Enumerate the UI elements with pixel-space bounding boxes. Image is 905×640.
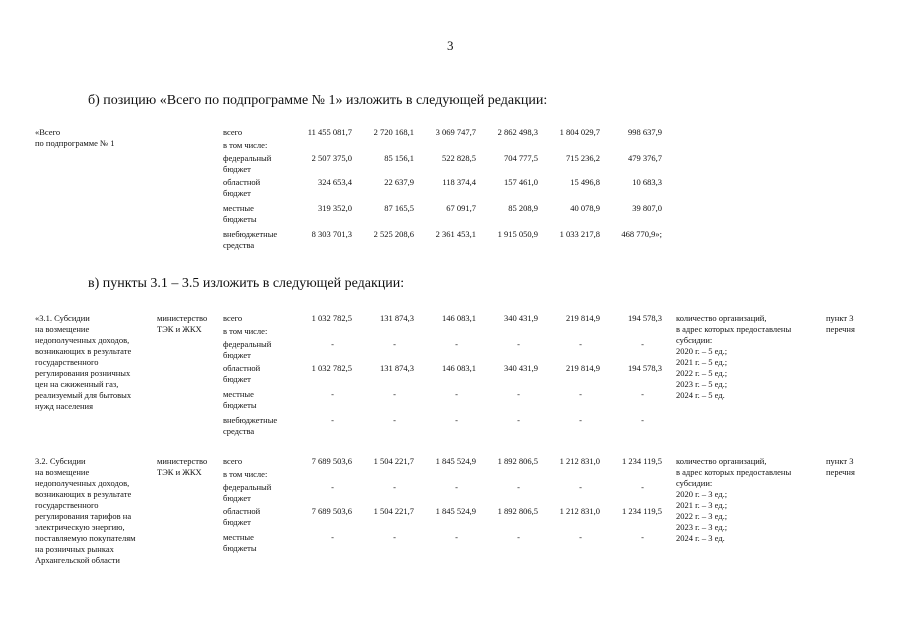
item-value: - xyxy=(455,389,458,399)
item-value: - xyxy=(641,482,644,492)
item-indicator: количество организаций, в адрес которых предоставлены субсидии: 2020 г. – 3 ед.; 2021 г. – 3 ед.; 2022 г. – 3 ед.; 2023 г. – 3 ед.; 2024 г. – 3 ед. xyxy=(676,456,792,543)
item-executor: министерство ТЭК и ЖКХ xyxy=(157,456,208,477)
total-name: «Всего по подпрограмме № 1 xyxy=(35,127,115,148)
item-row-label: местные бюджеты xyxy=(223,532,257,553)
item-value: 1 234 119,5 xyxy=(621,506,662,516)
total-value: 118 374,4 xyxy=(442,177,476,187)
total-value: 479 376,7 xyxy=(628,153,662,163)
total-value: 2 720 168,1 xyxy=(373,127,414,137)
item-indicator: количество организаций, в адрес которых предоставлены субсидии: 2020 г. – 5 ед.; 2021 г. – 5 ед.; 2022 г. – 5 ед.; 2023 г. – 5 ед.; 2024 г. – 5 ед. xyxy=(676,313,792,400)
total-value: 67 091,7 xyxy=(446,203,476,213)
total-value: 87 165,5 xyxy=(384,203,414,213)
total-value: 324 653,4 xyxy=(318,177,352,187)
item-value: - xyxy=(641,532,644,542)
item-value: - xyxy=(331,532,334,542)
item-value: - xyxy=(393,482,396,492)
total-row-label: внебюджетные средства xyxy=(223,229,278,250)
item-value: 131 874,3 xyxy=(380,313,414,323)
item-value: 1 504 221,7 xyxy=(373,456,414,466)
item-value: - xyxy=(393,389,396,399)
total-value: 22 637,9 xyxy=(384,177,414,187)
item-name: «3.1. Субсидии на возмещение недополученных доходов, возникающих в результате государственного регулирования розничных цен на сжиженный газ, реализуемый для бытовых нужд населения xyxy=(35,313,132,411)
item-value: 146 083,1 xyxy=(442,363,476,373)
item-value: - xyxy=(393,532,396,542)
total-value: 40 078,9 xyxy=(570,203,600,213)
item-value: - xyxy=(579,389,582,399)
item-row-label: в том числе: xyxy=(223,469,268,479)
item-value: - xyxy=(517,532,520,542)
item-row-label: федеральный бюджет xyxy=(223,339,272,360)
item-reference: пункт 3 перечня xyxy=(826,313,855,334)
total-row-label: федеральный бюджет xyxy=(223,153,272,174)
item-value: 219 814,9 xyxy=(566,313,600,323)
total-value: 157 461,0 xyxy=(504,177,538,187)
total-value: 715 236,2 xyxy=(566,153,600,163)
total-value: 1 804 029,7 xyxy=(559,127,600,137)
total-value: 1 915 050,9 xyxy=(497,229,538,239)
item-value: - xyxy=(579,339,582,349)
item-value: 7 689 503,6 xyxy=(311,456,352,466)
item-row-label: в том числе: xyxy=(223,326,268,336)
item-value: - xyxy=(579,415,582,425)
total-value: 704 777,5 xyxy=(504,153,538,163)
item-reference: пункт 3 перечня xyxy=(826,456,855,477)
item-row-label: местные бюджеты xyxy=(223,389,257,410)
total-value: 2 507 375,0 xyxy=(311,153,352,163)
item-value: 194 578,3 xyxy=(628,363,662,373)
item-value: - xyxy=(393,415,396,425)
item-value: - xyxy=(331,415,334,425)
item-value: 1 504 221,7 xyxy=(373,506,414,516)
total-value: 2 361 453,1 xyxy=(435,229,476,239)
total-value: 10 683,3 xyxy=(632,177,662,187)
item-row-label: всего xyxy=(223,313,243,323)
total-value: 3 069 747,7 xyxy=(435,127,476,137)
item-value: 146 083,1 xyxy=(442,313,476,323)
item-row-label: внебюджетные средства xyxy=(223,415,278,436)
item-row-label: федеральный бюджет xyxy=(223,482,272,503)
item-value: 1 892 806,5 xyxy=(497,456,538,466)
item-value: - xyxy=(641,339,644,349)
total-row-label: областной бюджет xyxy=(223,177,261,198)
item-value: 340 431,9 xyxy=(504,363,538,373)
item-value: - xyxy=(579,482,582,492)
item-value: 1 032 782,5 xyxy=(311,363,352,373)
item-value: 1 234 119,5 xyxy=(621,456,662,466)
total-value: 1 033 217,8 xyxy=(559,229,600,239)
total-row-label: в том числе: xyxy=(223,140,268,150)
item-value: - xyxy=(517,339,520,349)
item-value: 219 814,9 xyxy=(566,363,600,373)
item-value: - xyxy=(517,482,520,492)
item-value: - xyxy=(455,339,458,349)
item-value: 7 689 503,6 xyxy=(311,506,352,516)
total-row-label: местные бюджеты xyxy=(223,203,257,224)
item-row-label: областной бюджет xyxy=(223,506,261,527)
item-value: - xyxy=(517,389,520,399)
item-value: - xyxy=(455,482,458,492)
item-value: - xyxy=(517,415,520,425)
total-value: 2 525 208,6 xyxy=(373,229,414,239)
heading-b: б) позицию «Всего по подпрограмме № 1» изложить в следующей редакции: xyxy=(88,93,548,108)
item-name: 3.2. Субсидии на возмещение недополученных доходов, возникающих в результате государственного регулирования тарифов на электрическую энергию, поставляемую покупателям на розничных рынках Архангельской области xyxy=(35,456,136,565)
item-value: 340 431,9 xyxy=(504,313,538,323)
item-value: - xyxy=(331,339,334,349)
total-value: 468 770,9»; xyxy=(621,229,662,239)
item-value: 1 892 806,5 xyxy=(497,506,538,516)
item-value: 1 845 524,9 xyxy=(435,506,476,516)
total-value: 11 455 081,7 xyxy=(307,127,352,137)
page-number: 3 xyxy=(447,38,454,53)
item-value: - xyxy=(455,415,458,425)
item-value: 1 212 831,0 xyxy=(559,506,600,516)
item-value: 1 845 524,9 xyxy=(435,456,476,466)
item-row-label: всего xyxy=(223,456,243,466)
heading-v: в) пункты 3.1 – 3.5 изложить в следующей редакции: xyxy=(88,276,405,291)
item-value: - xyxy=(641,389,644,399)
item-value: 1 212 831,0 xyxy=(559,456,600,466)
total-value: 85 208,9 xyxy=(508,203,538,213)
item-value: - xyxy=(331,482,334,492)
item-value: - xyxy=(331,389,334,399)
total-value: 998 637,9 xyxy=(628,127,662,137)
total-value: 15 496,8 xyxy=(570,177,600,187)
total-value: 319 352,0 xyxy=(318,203,352,213)
total-value: 85 156,1 xyxy=(384,153,414,163)
item-value: - xyxy=(393,339,396,349)
total-value: 39 807,0 xyxy=(632,203,662,213)
total-value: 8 303 701,3 xyxy=(311,229,352,239)
item-value: - xyxy=(455,532,458,542)
total-row-label: всего xyxy=(223,127,243,137)
item-value: 1 032 782,5 xyxy=(311,313,352,323)
item-value: - xyxy=(579,532,582,542)
total-value: 2 862 498,3 xyxy=(497,127,538,137)
total-value: 522 828,5 xyxy=(442,153,476,163)
item-value: 194 578,3 xyxy=(628,313,662,323)
item-value: 131 874,3 xyxy=(380,363,414,373)
item-executor: министерство ТЭК и ЖКХ xyxy=(157,313,208,334)
item-value: - xyxy=(641,415,644,425)
item-row-label: областной бюджет xyxy=(223,363,261,384)
